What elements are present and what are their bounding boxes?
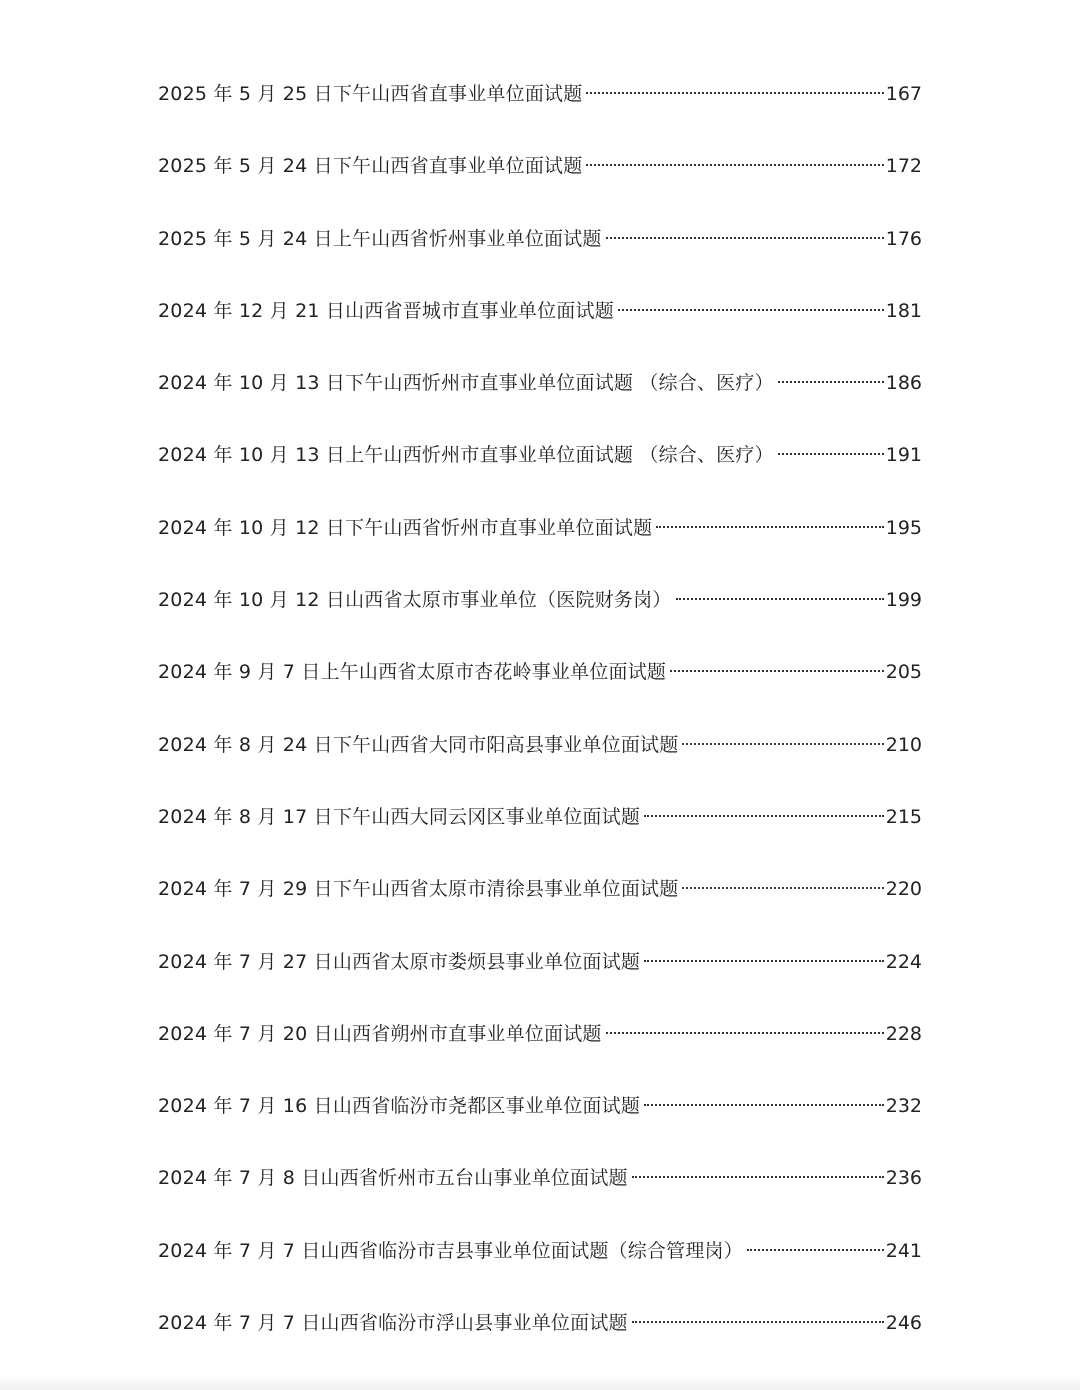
toc-entry[interactable] xyxy=(158,578,922,650)
toc-page-number: 246 xyxy=(885,1312,922,1335)
toc-entry[interactable] xyxy=(158,217,922,289)
toc-page-number: 167 xyxy=(885,83,922,105)
toc-entry-title: 2024 年 8 月 17 日下午山西大同云冈区事业单位面试题 xyxy=(158,805,641,828)
toc-dot-leader xyxy=(606,1032,884,1034)
toc-entry[interactable] xyxy=(158,72,922,144)
toc-entry[interactable] xyxy=(158,1012,922,1084)
toc-entry[interactable] xyxy=(158,723,922,795)
toc-entry[interactable] xyxy=(158,1156,922,1228)
toc-entry[interactable] xyxy=(158,1229,922,1301)
toc-page-number: 199 xyxy=(885,589,922,612)
toc-entry-title: 2024 年 7 月 16 日山西省临汾市尧都区事业单位面试题 xyxy=(158,1095,641,1118)
toc-entry-title: 2025 年 5 月 24 日下午山西省直事业单位面试题 xyxy=(158,155,583,178)
toc-entry[interactable] xyxy=(158,795,922,867)
toc-page-number: 181 xyxy=(885,299,922,322)
toc-page-number: 228 xyxy=(885,1022,922,1045)
toc-entry[interactable] xyxy=(158,144,922,216)
toc-dot-leader xyxy=(644,1104,884,1106)
toc-dot-leader xyxy=(586,164,883,166)
toc-dot-leader xyxy=(747,1249,884,1251)
toc-entry-title: 2024 年 10 月 13 日上午山西忻州市直事业单位面试题 （综合、医疗） xyxy=(158,444,774,467)
toc-page-number: 210 xyxy=(885,733,922,756)
toc-entry-title: 2024 年 10 月 12 日山西省太原市事业单位（医院财务岗） xyxy=(158,589,672,612)
toc-entry-title: 2024 年 10 月 13 日下午山西忻州市直事业单位面试题 （综合、医疗） xyxy=(158,372,774,395)
toc-entry-title: 2024 年 12 月 21 日山西省晋城市直事业单位面试题 xyxy=(158,299,614,322)
toc-page-number: 186 xyxy=(885,372,922,395)
toc-page-number: 224 xyxy=(885,950,922,973)
toc-entry-title: 2024 年 7 月 7 日山西省临汾市吉县事业单位面试题（综合管理岗） xyxy=(158,1239,743,1262)
toc-page-number: 215 xyxy=(885,805,922,828)
toc-page-number: 195 xyxy=(885,516,922,539)
toc-dot-leader xyxy=(632,1176,884,1178)
toc-dot-leader xyxy=(644,960,884,962)
toc-dot-leader xyxy=(778,453,884,455)
toc-entry[interactable] xyxy=(158,1084,922,1156)
toc-page-number: 236 xyxy=(885,1167,922,1190)
toc-page-number: 232 xyxy=(885,1095,922,1118)
toc-dot-leader xyxy=(606,237,884,239)
toc-dot-leader xyxy=(618,309,884,311)
toc-entry[interactable] xyxy=(158,506,922,578)
toc-dot-leader xyxy=(778,381,884,383)
toc-entry[interactable] xyxy=(158,1301,922,1373)
toc-page-number: 220 xyxy=(885,878,922,901)
toc-entry-title: 2024 年 7 月 8 日山西省忻州市五台山事业单位面试题 xyxy=(158,1167,628,1190)
toc-dot-leader xyxy=(682,887,883,889)
toc-page-number: 172 xyxy=(885,155,922,178)
toc-entry-title: 2025 年 5 月 25 日下午山西省直事业单位面试题 xyxy=(158,83,583,105)
toc-dot-leader xyxy=(644,815,884,817)
toc-entry[interactable] xyxy=(158,867,922,939)
page-bottom-edge xyxy=(0,1376,1080,1390)
toc-page-number: 176 xyxy=(885,227,922,250)
toc-entry[interactable] xyxy=(158,433,922,505)
toc-dot-leader xyxy=(632,1321,884,1323)
toc-entry-title: 2024 年 8 月 24 日下午山西省大同市阳高县事业单位面试题 xyxy=(158,733,679,756)
toc-dot-leader xyxy=(670,670,884,672)
toc-dot-leader xyxy=(682,743,883,745)
toc-entry-title: 2025 年 5 月 24 日上午山西省忻州事业单位面试题 xyxy=(158,227,602,250)
toc-entry[interactable] xyxy=(158,650,922,722)
toc-dot-leader xyxy=(586,92,883,94)
toc-page-number: 191 xyxy=(885,444,922,467)
toc-dot-leader xyxy=(656,526,883,528)
toc-entry-title: 2024 年 7 月 7 日山西省临汾市浮山县事业单位面试题 xyxy=(158,1312,628,1335)
toc-entry-title: 2024 年 7 月 29 日下午山西省太原市清徐县事业单位面试题 xyxy=(158,878,679,901)
toc-entry-title: 2024 年 10 月 12 日下午山西省忻州市直事业单位面试题 xyxy=(158,516,653,539)
toc-entry[interactable] xyxy=(158,940,922,1012)
toc-entry-title: 2024 年 7 月 27 日山西省太原市娄烦县事业单位面试题 xyxy=(158,950,641,973)
toc-entry[interactable] xyxy=(158,289,922,361)
table-of-contents xyxy=(158,72,922,1373)
toc-page-number: 241 xyxy=(885,1239,922,1262)
toc-entry-title: 2024 年 7 月 20 日山西省朔州市直事业单位面试题 xyxy=(158,1022,602,1045)
toc-dot-leader xyxy=(676,598,884,600)
toc-entry-title: 2024 年 9 月 7 日上午山西省太原市杏花岭事业单位面试题 xyxy=(158,661,667,684)
toc-entry[interactable] xyxy=(158,361,922,433)
toc-page-number: 205 xyxy=(885,661,922,684)
